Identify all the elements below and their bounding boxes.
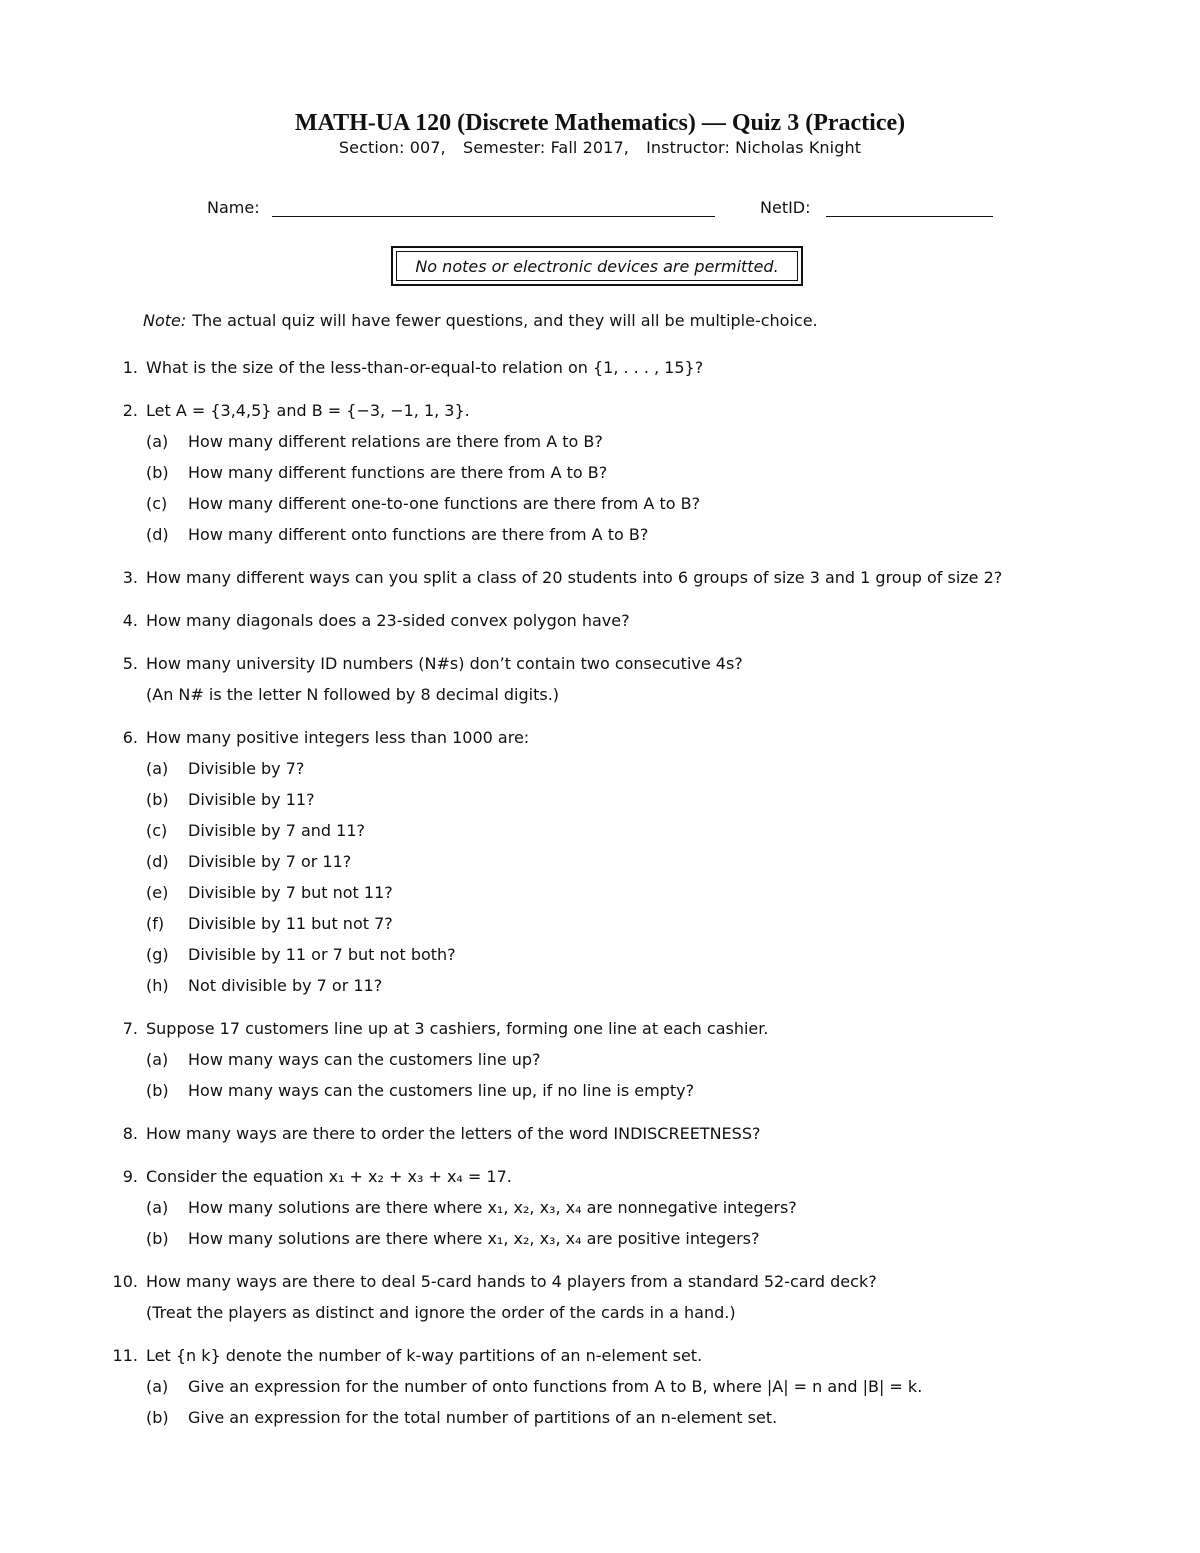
question-part (0, 519, 1200, 550)
netid-field[interactable] (826, 216, 993, 217)
part-text: How many ways can the customers line up, if no line is empty? (188, 1081, 695, 1100)
question-number: 3. (122, 568, 138, 587)
name-field[interactable] (272, 216, 715, 217)
question-text: Let A = {3,4,5} and B = {−3, −1, 1, 3}. (146, 401, 470, 420)
question-text: How many ways are there to order the letters of the word INDISCREETNESS? (146, 1124, 761, 1143)
question-text: How many ways are there to deal 5-card hands to 4 players from a standard 52-card deck? (146, 1272, 877, 1291)
course-info (0, 138, 1200, 157)
question-text: Consider the equation x₁ + x₂ + x₃ + x₄ = 17. (146, 1167, 512, 1186)
question-part (0, 426, 1200, 457)
part-label: (a) (146, 1377, 169, 1396)
part-text: How many solutions are there where x₁, x₂, x₃, x₄ are positive integers? (188, 1229, 760, 1248)
part-text: How many ways can the customers line up? (188, 1050, 541, 1069)
part-text: How many solutions are there where x₁, x₂, x₃, x₄ are nonnegative integers? (188, 1198, 797, 1217)
question-text: Let {n k} denote the number of k-way partitions of an n-element set. (146, 1346, 703, 1365)
question-9 (0, 1161, 1200, 1254)
part-label: (d) (146, 525, 169, 544)
part-text: How many different functions are there from A to B? (188, 463, 608, 482)
question-10 (0, 1266, 1200, 1328)
part-text: Divisible by 11 but not 7? (188, 914, 393, 933)
part-label: (c) (146, 494, 168, 513)
question-continuation: (Treat the players as distinct and ignore the order of the cards in a hand.) (146, 1303, 736, 1322)
question-number: 5. (122, 654, 138, 673)
note-label: Note: (143, 311, 187, 330)
question-part (0, 784, 1200, 815)
question-part (0, 1371, 1200, 1402)
part-label: (g) (146, 945, 169, 964)
question-part (0, 970, 1200, 1001)
notice-box (391, 246, 803, 286)
question-part (0, 1044, 1200, 1075)
question-number: 8. (122, 1124, 138, 1143)
part-text: Divisible by 7? (188, 759, 305, 778)
part-text: Divisible by 11 or 7 but not both? (188, 945, 456, 964)
question-4 (0, 605, 1200, 636)
question-number: 1. (122, 358, 138, 377)
question-text: What is the size of the less-than-or-equal-to relation on {1, . . . , 15}? (146, 358, 704, 377)
question-part (0, 1192, 1200, 1223)
question-2 (0, 395, 1200, 550)
question-part (0, 1402, 1200, 1433)
question-part (0, 815, 1200, 846)
instructor-text: Instructor: Nicholas Knight (646, 138, 862, 157)
part-label: (b) (146, 1408, 169, 1427)
question-part (0, 908, 1200, 939)
question-6 (0, 722, 1200, 1001)
part-label: (b) (146, 1081, 169, 1100)
section-text: Section: 007, (338, 138, 446, 157)
question-number: 9. (122, 1167, 138, 1186)
part-label: (a) (146, 432, 169, 451)
part-text: Not divisible by 7 or 11? (188, 976, 383, 995)
part-label: (h) (146, 976, 169, 995)
question-text: How many university ID numbers (N#s) don’t contain two consecutive 4s? (146, 654, 743, 673)
question-list (0, 352, 1200, 1445)
netid-label: NetID: (760, 198, 811, 217)
question-number: 2. (122, 401, 138, 420)
question-number: 6. (122, 728, 138, 747)
part-label: (a) (146, 1050, 169, 1069)
part-text: Divisible by 11? (188, 790, 315, 809)
question-part (0, 753, 1200, 784)
part-text: Divisible by 7 but not 11? (188, 883, 393, 902)
question-number: 7. (122, 1019, 138, 1038)
question-1 (0, 352, 1200, 383)
question-number: 4. (122, 611, 138, 630)
note-text: The actual quiz will have fewer questions, and they will all be multiple-choice. (192, 311, 818, 330)
part-label: (d) (146, 852, 169, 871)
question-part (0, 457, 1200, 488)
part-label: (e) (146, 883, 169, 902)
part-label: (c) (146, 821, 168, 840)
question-part (0, 488, 1200, 519)
question-part (0, 1223, 1200, 1254)
part-label: (a) (146, 759, 169, 778)
question-text: Suppose 17 customers line up at 3 cashiers, forming one line at each cashier. (146, 1019, 769, 1038)
question-7 (0, 1013, 1200, 1106)
semester-text: Semester: Fall 2017, (462, 138, 629, 157)
question-11 (0, 1340, 1200, 1433)
part-text: Divisible by 7 and 11? (188, 821, 366, 840)
question-part (0, 939, 1200, 970)
question-number: 11. (112, 1346, 138, 1365)
part-text: How many different one-to-one functions are there from A to B? (188, 494, 701, 513)
question-text: How many diagonals does a 23-sided convex polygon have? (146, 611, 630, 630)
question-continuation: (An N# is the letter N followed by 8 decimal digits.) (146, 685, 560, 704)
notice-text: No notes or electronic devices are permitted. (396, 251, 798, 281)
part-label: (a) (146, 1198, 169, 1217)
part-text: How many different relations are there from A to B? (188, 432, 603, 451)
part-text: Give an expression for the total number of partitions of an n-element set. (188, 1408, 778, 1427)
question-3 (0, 562, 1200, 593)
question-number: 10. (112, 1272, 138, 1291)
question-part (0, 846, 1200, 877)
part-label: (b) (146, 1229, 169, 1248)
student-info-row (0, 196, 1200, 220)
question-part (0, 1075, 1200, 1106)
part-text: How many different onto functions are there from A to B? (188, 525, 649, 544)
part-text: Give an expression for the number of onto functions from A to B, where |A| = n and |B| = k. (188, 1377, 923, 1396)
part-label: (b) (146, 790, 169, 809)
question-5 (0, 648, 1200, 710)
note (143, 311, 818, 330)
part-text: Divisible by 7 or 11? (188, 852, 352, 871)
page-title: MATH-UA 120 (Discrete Mathematics) — Quiz 3 (Practice) (294, 110, 906, 136)
question-text: How many different ways can you split a class of 20 students into 6 groups of size 3 and 1 group of size 2? (146, 568, 1003, 587)
name-label: Name: (207, 198, 260, 217)
part-label: (b) (146, 463, 169, 482)
part-label: (f) (146, 914, 165, 933)
question-part (0, 877, 1200, 908)
question-text: How many positive integers less than 1000 are: (146, 728, 530, 747)
question-8 (0, 1118, 1200, 1149)
